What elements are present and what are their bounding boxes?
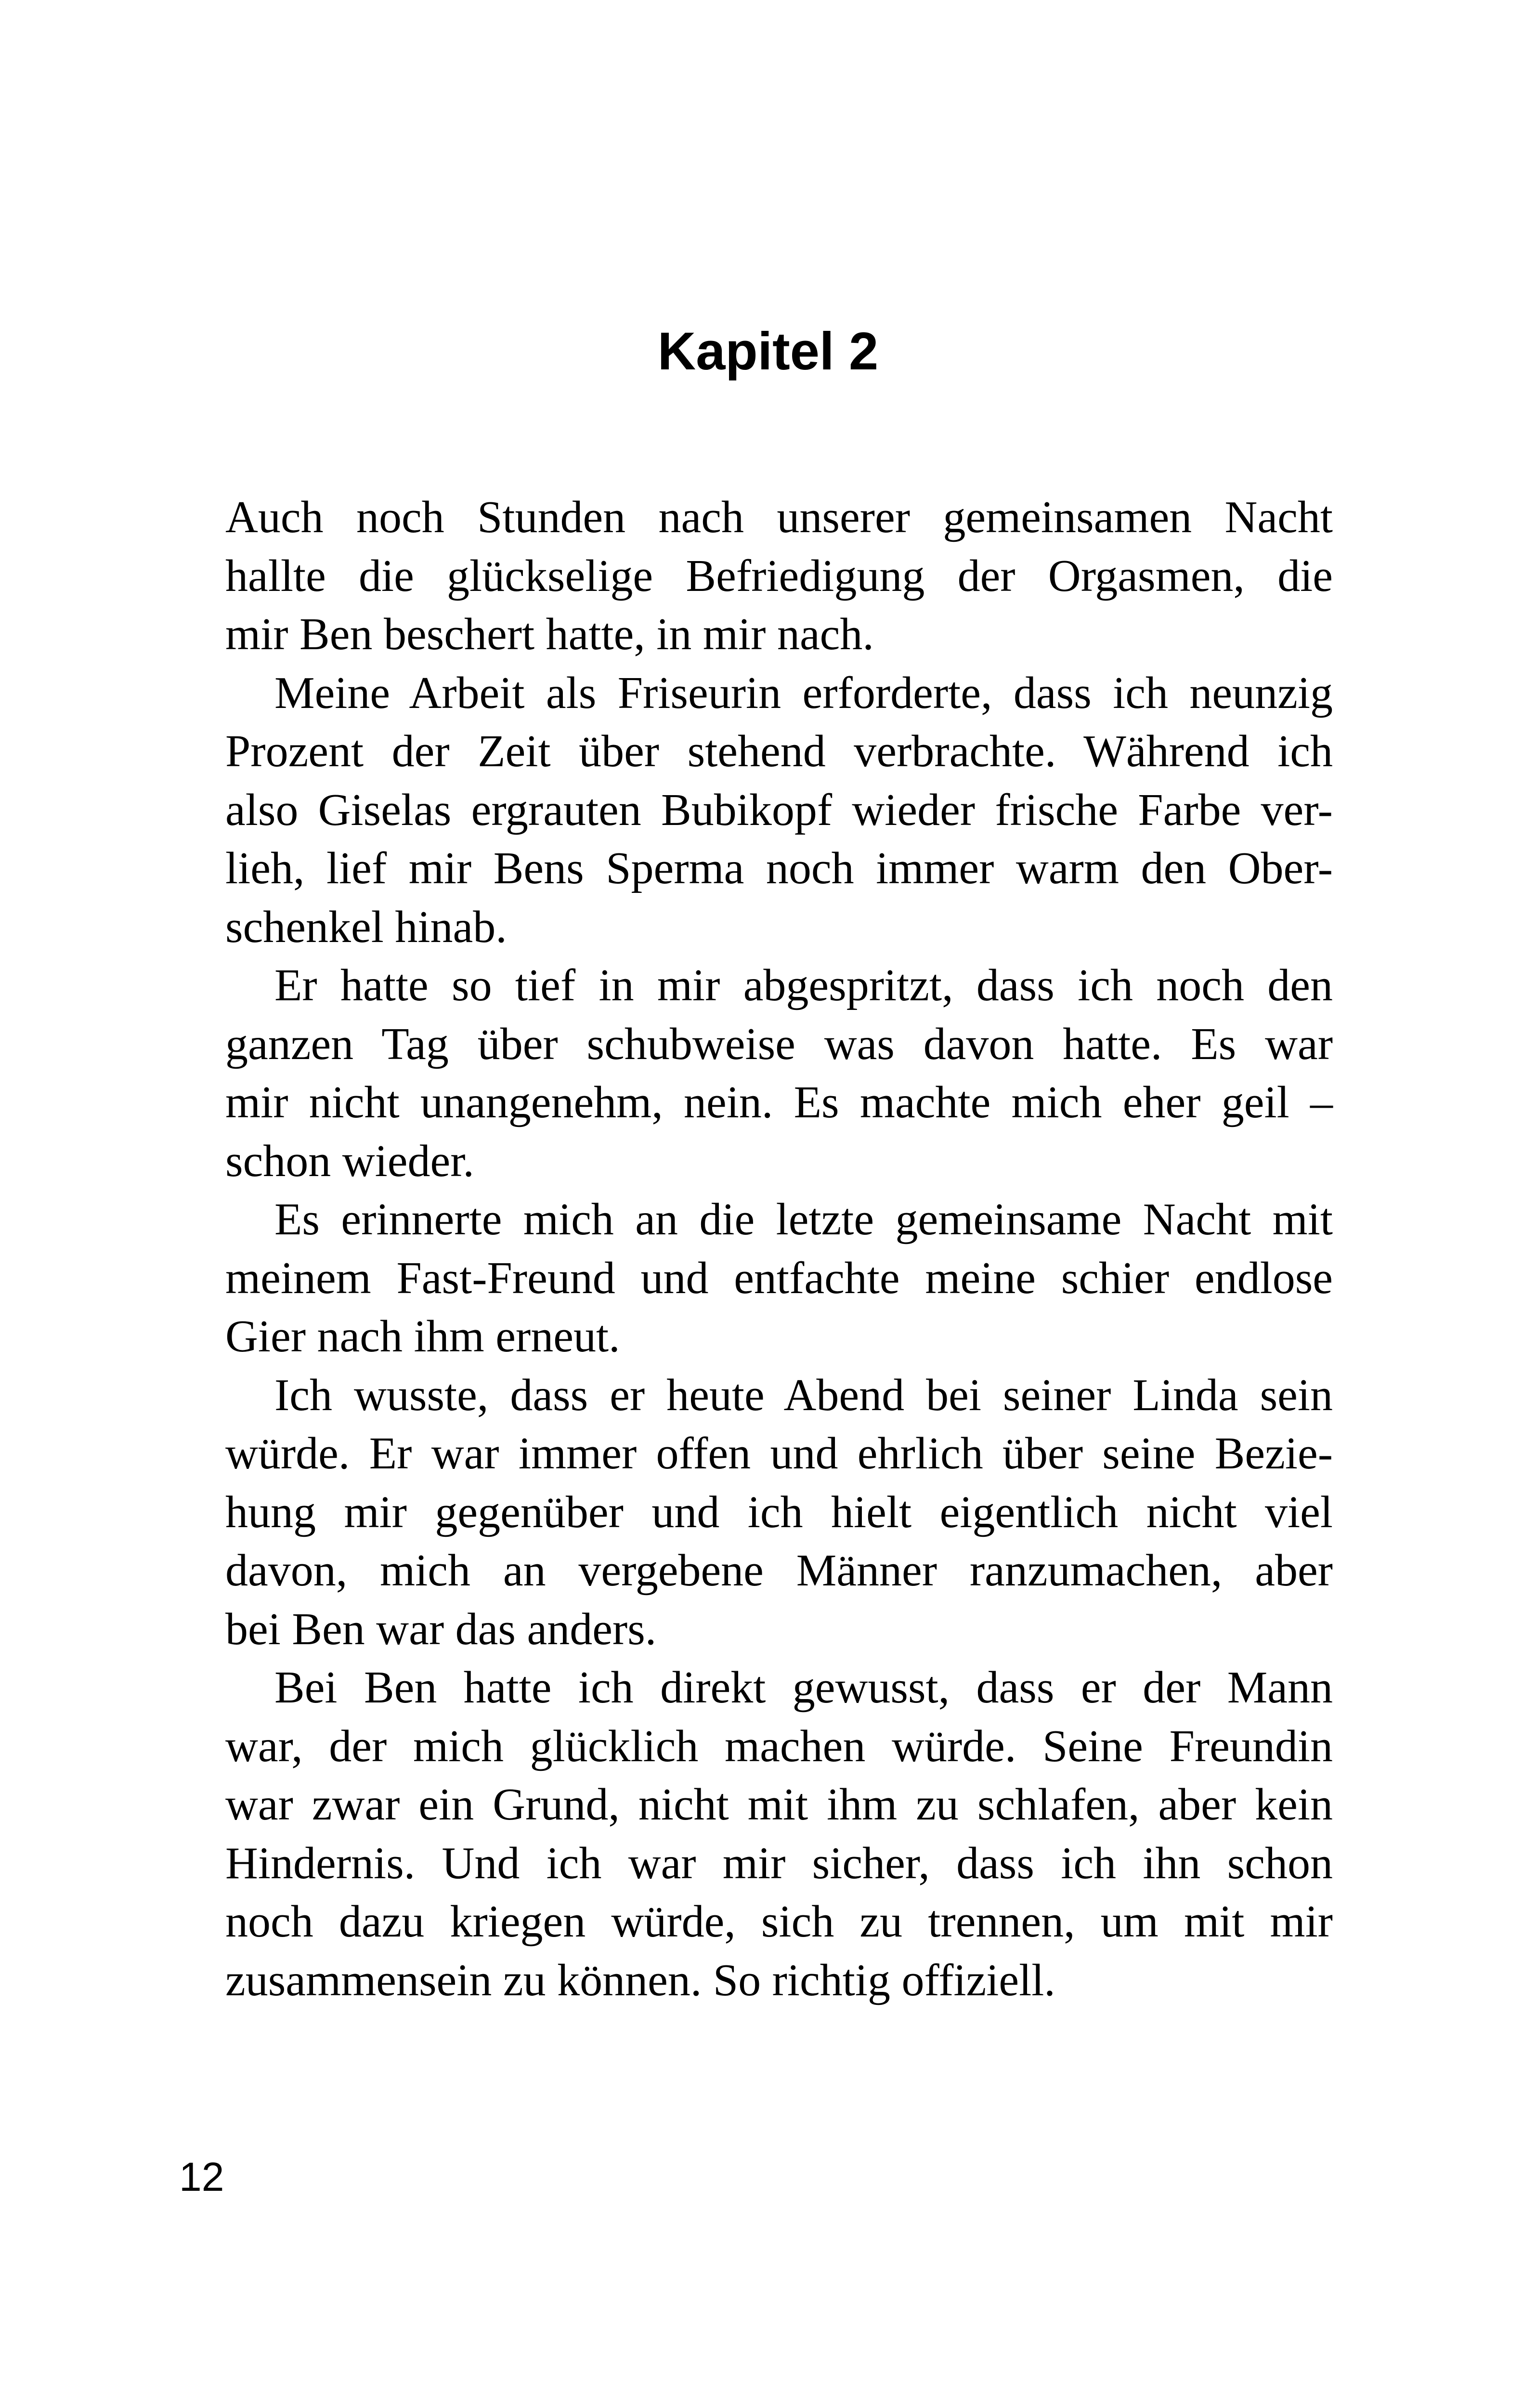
text-line: Bei Ben hatte ich direkt gewusst, dass er der Mann xyxy=(274,1662,1333,1713)
paragraph xyxy=(225,1191,1333,1366)
text-line: Ich wusste, dass er heute Abend bei seiner Linda sein xyxy=(274,1370,1333,1420)
text-line: Es erinnerte mich an die letzte gemeinsame Nacht mit xyxy=(274,1194,1333,1244)
text-line: bei Ben war das anders. xyxy=(225,1604,657,1654)
text-line: schenkel hinab. xyxy=(225,902,507,952)
text-line: also Giselas ergrauten Bubikopf wieder frische Farbe ver- xyxy=(225,785,1333,835)
text-line: lieh, lief mir Bens Sperma noch immer warm den Ober- xyxy=(225,843,1333,893)
paragraph xyxy=(225,1366,1333,1659)
paragraph xyxy=(225,664,1333,957)
text-line: Gier nach ihm erneut. xyxy=(225,1311,620,1361)
chapter-title: Kapitel 2 xyxy=(657,322,879,381)
text-line: mir nicht unangenehm, nein. Es machte mich eher geil – xyxy=(225,1077,1333,1127)
text-line: Meine Arbeit als Friseurin erforderte, dass ich neunzig xyxy=(274,667,1333,718)
chapter-body xyxy=(225,488,1333,2010)
text-line: hallte die glückselige Befriedigung der Orgasmen, die xyxy=(225,550,1333,601)
text-line: ganzen Tag über schubweise was davon hatte. Es war xyxy=(225,1019,1333,1069)
text-line: war zwar ein Grund, nicht mit ihm zu schlafen, aber kein xyxy=(225,1780,1333,1830)
text-line: noch dazu kriegen würde, sich zu trennen, um mit mir xyxy=(225,1897,1333,1947)
text-line: mir Ben beschert hatte, in mir nach. xyxy=(225,609,874,659)
text-line: war, der mich glücklich machen würde. Seine Freundin xyxy=(225,1721,1333,1771)
text-line: davon, mich an vergebene Männer ranzumachen, aber xyxy=(225,1545,1333,1596)
text-line: zusammensein zu können. So richtig offiziell. xyxy=(225,1955,1055,2005)
paragraph xyxy=(225,488,1333,664)
text-line: meinem Fast-Freund und entfachte meine schier endlose xyxy=(225,1253,1333,1303)
text-line: Er hatte so tief in mir abgespritzt, dass ich noch den xyxy=(274,960,1333,1010)
paragraph xyxy=(225,1659,1333,2010)
page-number: 12 xyxy=(179,2154,224,2199)
text-line: hung mir gegenüber und ich hielt eigentlich nicht viel xyxy=(225,1487,1333,1537)
paragraph xyxy=(225,956,1333,1191)
text-line: schon wieder. xyxy=(225,1136,474,1186)
text-line: Auch noch Stunden nach unserer gemeinsamen Nacht xyxy=(225,492,1333,542)
text-line: Prozent der Zeit über stehend verbrachte. Während ich xyxy=(225,726,1333,776)
text-line: Hindernis. Und ich war mir sicher, dass ich ihn schon xyxy=(225,1838,1333,1888)
text-line: würde. Er war immer offen und ehrlich über seine Bezie- xyxy=(225,1428,1333,1479)
